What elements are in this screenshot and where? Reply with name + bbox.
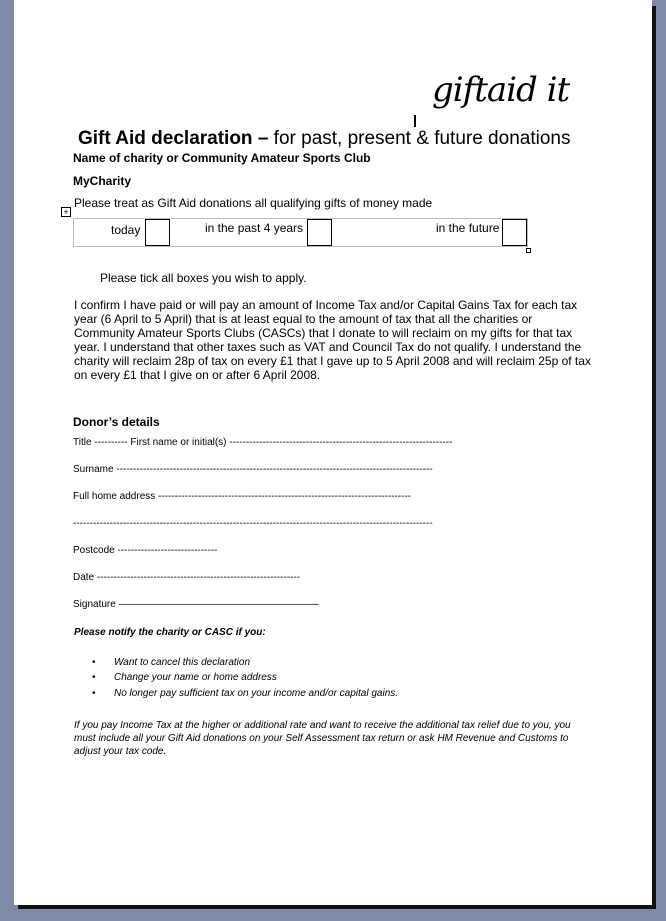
option-future-label: in the future bbox=[436, 221, 500, 235]
declaration-paragraph: I confirm I have paid or will pay an amount of Income Tax and/or Capital Gains Tax for each tax year (6 April to 5 April) that is at least equal to the amount of tax that all the charities or Community Amateur Sports Clubs (CASCs) that I donate to will reclaim on my gifts for that tax year. I understand that other taxes such as VAT and Council Tax do not qualify. I understand the charity will reclaim 28p of tax on every £1 that I gave up to 5 April 2008 and will reclaim 25p of tax on every £1 that I give on or after 6 April 2008. bbox=[74, 298, 591, 382]
option-past-label: in the past 4 years bbox=[205, 221, 304, 235]
tick-box-today[interactable] bbox=[145, 219, 170, 246]
charity-name[interactable]: MyCharity bbox=[73, 174, 132, 188]
tick-box-past[interactable] bbox=[307, 219, 332, 246]
postcode-field[interactable]: Postcode ------------------------------ bbox=[73, 545, 218, 556]
bullet-item-tax: No longer pay sufficient tax on your income and/or capital gains. bbox=[114, 688, 399, 699]
date-field[interactable]: Date ------------------------------------------------------------- bbox=[73, 572, 301, 583]
page-title bbox=[78, 128, 570, 150]
address-line2-field[interactable]: ------------------------------------------------------------------------------------------------------------ bbox=[73, 518, 433, 529]
bullet-icon: • bbox=[92, 688, 96, 699]
table-move-icon[interactable]: + bbox=[61, 207, 71, 217]
option-today-label: today bbox=[111, 223, 141, 237]
title-rest: for past, present & future donations bbox=[268, 128, 571, 149]
tick-box-future[interactable] bbox=[502, 219, 527, 246]
signature-field[interactable]: Signature ———————————————————— bbox=[73, 599, 319, 610]
footnote-paragraph: If you pay Income Tax at the higher or additional rate and want to receive the additional tax relief due to you, you must include all your Gift Aid donations on your Self Assessment tax return or ask HM Revenue and Customs to adjust your tax code. bbox=[74, 720, 571, 757]
title-name-field[interactable]: Title ---------- First name or initial(s) ------------------------------------------------------------------- bbox=[73, 437, 453, 448]
intro-text: Please treat as Gift Aid donations all qualifying gifts of money made bbox=[74, 196, 433, 210]
donor-heading: Donor’s details bbox=[73, 415, 160, 429]
tick-instruction: Please tick all boxes you wish to apply. bbox=[100, 271, 307, 285]
notify-heading: Please notify the charity or CASC if you: bbox=[74, 627, 266, 638]
bullet-item-cancel: Want to cancel this declaration bbox=[114, 657, 251, 668]
giftaid-logo: giftaid it bbox=[432, 70, 570, 110]
donation-options-table bbox=[73, 218, 528, 247]
bullet-icon: • bbox=[92, 657, 96, 668]
bullet-item-change: Change your name or home address bbox=[114, 672, 277, 683]
address-field[interactable]: Full home address ---------------------------------------------------------------------------- bbox=[73, 491, 412, 502]
page-shadow-right bbox=[652, 6, 656, 909]
surname-field[interactable]: Surname ----------------------------------------------------------------------------------------------- bbox=[73, 464, 433, 475]
text-cursor bbox=[414, 115, 416, 127]
page-shadow-bottom bbox=[18, 905, 656, 909]
table-resize-handle[interactable] bbox=[526, 248, 531, 253]
bullet-icon: • bbox=[92, 672, 96, 683]
title-bold: Gift Aid declaration – bbox=[78, 128, 269, 149]
charity-label: Name of charity or Community Amateur Sports Club bbox=[73, 151, 371, 165]
